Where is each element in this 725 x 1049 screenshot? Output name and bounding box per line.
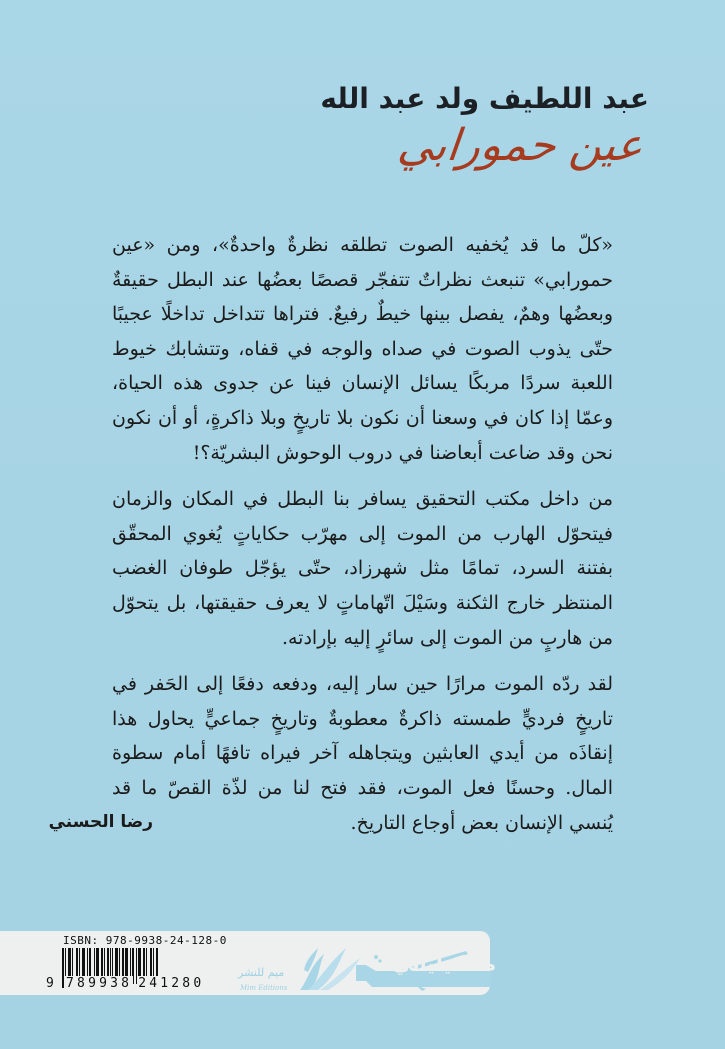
blurb-signature: رضا الحسني: [48, 812, 153, 832]
publisher-name-latin: Mim Editions: [240, 984, 288, 992]
isbn-label: ISBN: 978-9938-24-128-0: [63, 934, 227, 947]
blurb-paragraph-2: من داخل مكتب التحقيق يسافر بنا البطل في المكان والزمان فيتحوّل الهارب من الموت إلى مهرّب حكاياتٍ يُغوي المحقّق بفتنة السرد، تمامًا مثل شهرزاد، حتّى يؤجّل طوفان الغضب المنتظر خارج الثكنة وسَيْلَ اتّهاماتٍ لا يعرف حقيقتها، بل يتحوّل من هاربٍ من الموت إلى سائرٍ إليه بإرادته.: [112, 488, 613, 649]
barcode-digit-first: 9: [46, 976, 58, 991]
author-name: عبد اللطيف ولد عبد الله: [320, 82, 649, 115]
blurb-paragraph-3: لقد ردّه الموت مرارًا حين سار إليه، ودفعه دفعًا إلى الحَفر في تاريخٍ فرديٍّ طمسته ذاكرةٌ معطوبةٌ وتاريخٍ جماعيٍّ يحاول هذا إنقاذَه من أيدي العابثين ويتجاهله آخر فيراه تافهًا أمام سطوة المال. وحسنًا فعل الموت، فقد فتح لنا من لذّة القصّ ما قد يُنسي الإنسان بعض أوجاع التاريخ.: [112, 673, 613, 834]
barcode-digits-left: 789938: [66, 976, 133, 991]
publisher-name: ميم للنشر: [238, 966, 285, 979]
barcode-digits-right: 241280: [138, 976, 205, 991]
book-title: عين حمورابي: [395, 120, 646, 171]
blurb-paragraph-1: «كلّ ما قد يُخفيه الصوت تطلقه نظرةٌ واحدةٌ»، ومن «عين حمورابي» تنبعث نظراتٌ تتفجّر قصصًا بعضُها عند البطل حقيقةٌ وبعضُها وهمٌ، يفصل بينها خيطٌ رفيعٌ. فتراها تتداخل تداخلًا عجيبًا حتّى يذوب الصوت في صداه والوجه في قفاه، وتتشابك خيوط اللعبة سردًا مربكًا يسائل الإنسان فينا عن جدوى هذه الحياة، وعمّا إذا كان في وسعنا أن نكون بلا تاريخٍ وبلا ذاكرةٍ، أو أن نكون نحن وقد ضاعت أبعاضنا في دروب الوحوش البشريّة؟!: [112, 234, 613, 464]
blurb-text: [112, 228, 613, 852]
barcode-digits: [46, 976, 205, 991]
series-logo-text: مسكيلياني: [392, 951, 497, 975]
